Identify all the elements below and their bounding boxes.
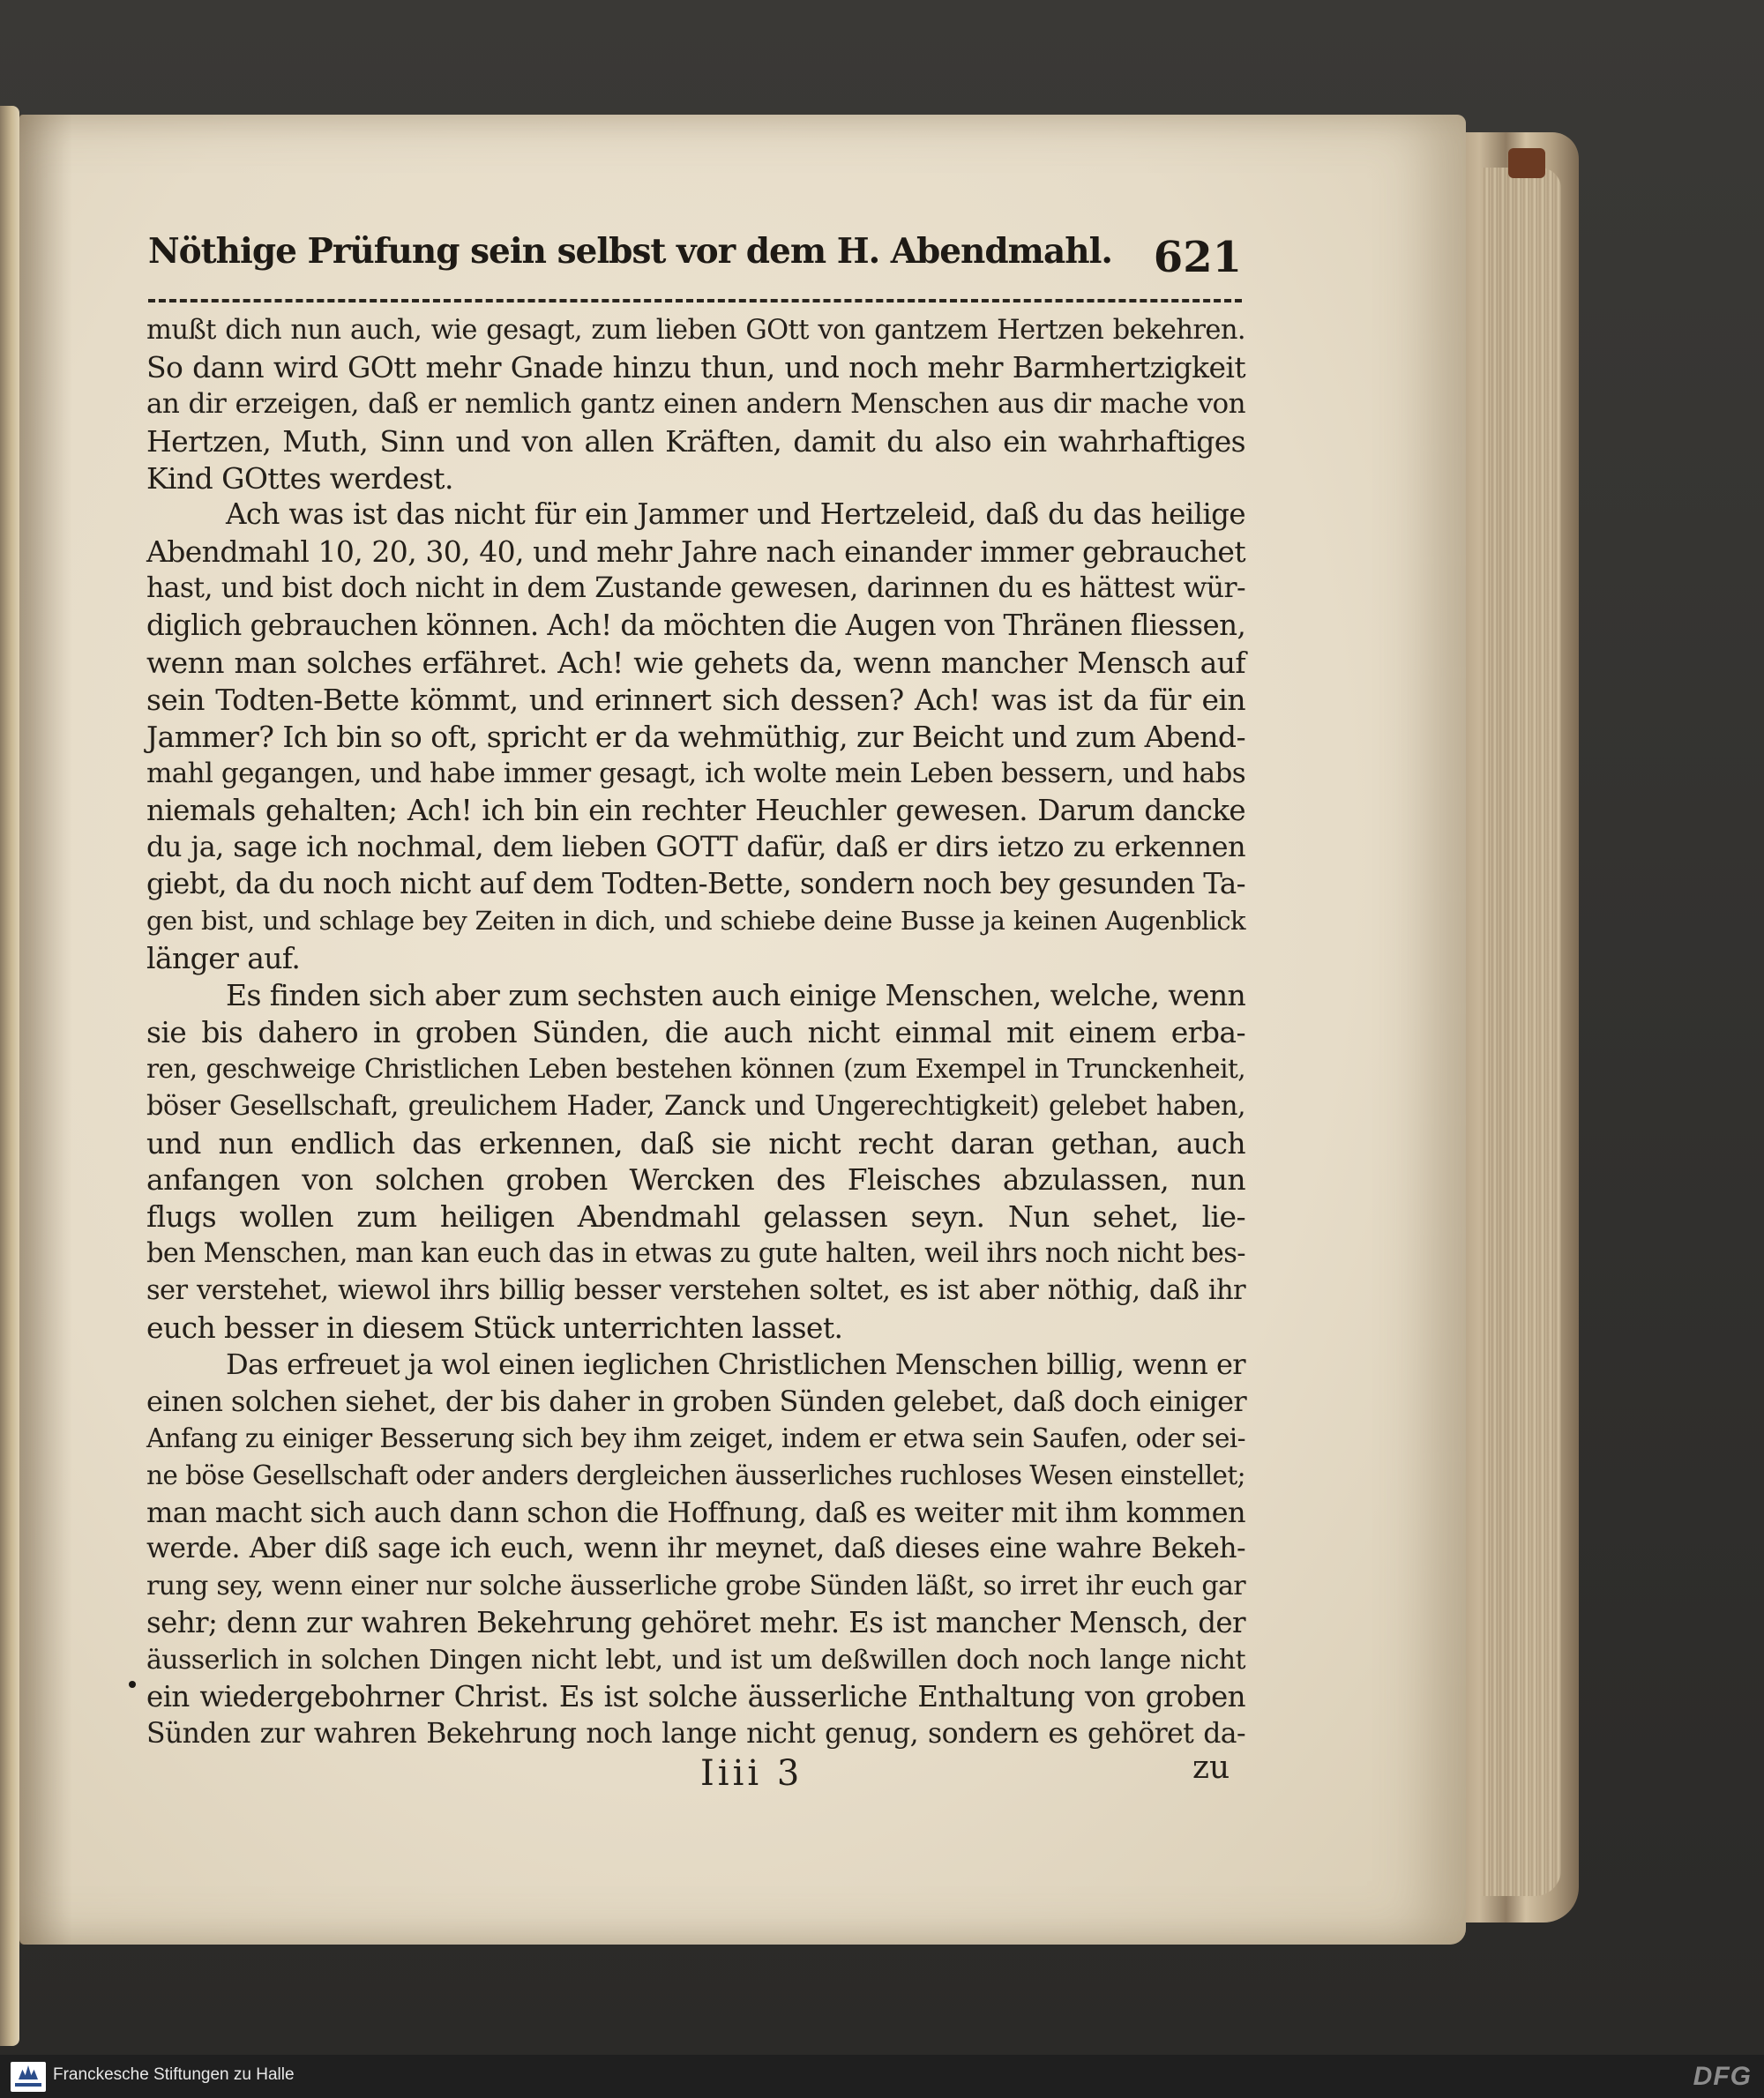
book-page-stack [1482, 168, 1561, 1896]
paragraph-start-line: Es finden sich aber zum sechsten auch einige Menschen, welche, wenn [226, 978, 1246, 1013]
text-line: Kind GOttes werdest. [146, 460, 453, 496]
text-line: böser Gesellschaft, greulichem Hader, Zanck und Ungerechtigkeit) gelebet haben, [146, 1090, 1245, 1122]
text-line: euch besser in diesem Stück unterrichten lasset. [146, 1310, 843, 1346]
text-line: flugs wollen zum heiligen Abendmahl gelassen seyn. Nun sehet, lie- [146, 1199, 1245, 1235]
text-line: ren, geschweige Christlichen Leben bestehen können (zum Exempel in Trunckenheit, [146, 1053, 1245, 1084]
running-title: Nöthige Prüfung sein selbst vor dem H. Abendmahl. [148, 231, 1112, 272]
text-line: niemals gehalten; Ach! ich bin ein rechter Heuchler gewesen. Darum dancke [146, 793, 1245, 827]
text-line: Hertzen, Muth, Sinn und von allen Kräften, damit du also ein wahrhaftiges [146, 423, 1245, 459]
catchword: zu [1192, 1750, 1230, 1786]
institution-name[interactable]: Franckesche Stiftungen zu Halle [53, 2065, 295, 2084]
text-line: rung sey, wenn einer nur solche äusserliche grobe Sünden läßt, so irret ihr euch gar [146, 1571, 1245, 1602]
text-line: man macht sich auch dann schon die Hoffnung, daß es weiter mit ihm kommen [146, 1495, 1245, 1529]
page-gutter-shadow [19, 115, 72, 1945]
text-line: diglich gebrauchen können. Ach! da möchten die Augen von Thränen fliessen, [146, 608, 1246, 643]
book-clasp [1508, 148, 1545, 178]
text-line: ben Menschen, man kan euch das in etwas zu gute halten, weil ihrs noch nicht bes- [146, 1238, 1245, 1270]
text-line: anfangen von solchen groben Wercken des Fleisches abzulassen, nun [146, 1162, 1245, 1198]
running-head [148, 231, 1242, 302]
text-line: Sünden zur wahren Bekehrung noch lange nicht genug, sondern es gehöret da- [146, 1717, 1245, 1750]
text-line: länger auf. [146, 941, 301, 976]
text-line: sein Todten-Bette kömmt, und erinnert sich dessen? Ach! was ist da für ein [146, 682, 1245, 717]
text-line: mußt dich nun auch, wie gesagt, zum lieben GOtt von gantzem Hertzen bekehren. [146, 315, 1245, 346]
text-line: hast, und bist doch nicht in dem Zustande gewesen, darinnen du es hättest wür- [146, 572, 1245, 605]
previous-page-edge [0, 106, 19, 2046]
text-line: So dann wird GOtt mehr Gnade hinzu thun, und noch mehr Barmhertzigkeit [146, 349, 1245, 385]
footer-bar [0, 2055, 1764, 2098]
text-line: ne böse Gesellschaft oder anders dergleichen äusserliches ruchloses Wesen einstellet; [146, 1460, 1245, 1490]
text-line: einen solchen siehet, der bis daher in groben Sünden gelebet, daß doch einiger [146, 1384, 1247, 1418]
text-line: Abendmahl 10, 20, 30, 40, und mehr Jahre nach einander immer gebrauchet [146, 534, 1245, 570]
text-line: Anfang zu einiger Besserung sich bey ihm zeiget, indem er etwa sein Saufen, oder sei- [146, 1422, 1245, 1453]
text-line: sehr; denn zur wahren Bekehrung gehöret mehr. Es ist mancher Mensch, der [146, 1606, 1245, 1640]
text-line: mahl gegangen, und habe immer gesagt, ich wolte mein Leben bessern, und habs [146, 757, 1245, 789]
header-rule [148, 299, 1242, 302]
text-body [146, 312, 1245, 1753]
text-line: giebt, da du noch nicht auf dem Todten-Bette, sondern noch bey gesunden Ta- [146, 867, 1245, 901]
paragraph-start-line: Das erfreuet ja wol einen ieglichen Christlichen Menschen billig, wenn er [226, 1347, 1245, 1381]
institution-logo-icon[interactable] [11, 2062, 46, 2092]
text-line: wenn man solches erfähret. Ach! wie gehets da, wenn mancher Mensch auf [146, 646, 1245, 681]
text-line: an dir erzeigen, daß er nemlich gantz einen andern Menschen aus dir mache von [146, 387, 1245, 420]
text-line: äusserlich in solchen Dingen nicht lebt, und ist um deßwillen doch noch lange nicht [146, 1645, 1245, 1676]
signature-mark: Iiii 3 [700, 1753, 804, 1794]
margin-ink-dot [129, 1681, 136, 1688]
page-number: 621 [1153, 233, 1242, 282]
text-line: gen bist, und schlage bey Zeiten in dich, und schiebe deine Busse ja keinen Augenblick [146, 906, 1245, 937]
text-line: ein wiedergebohrner Christ. Es ist solche äusserliche Enthaltung von groben [146, 1679, 1245, 1713]
text-line: Jammer? Ich bin so oft, spricht er da wehmüthig, zur Beicht und zum Abend- [146, 719, 1245, 754]
text-line: und nun endlich das erkennen, daß sie nicht recht daran gethan, auch [146, 1125, 1245, 1161]
text-line: sie bis dahero in groben Sünden, die auch nicht einmal mit einem erba- [146, 1014, 1245, 1049]
text-line: ser verstehet, wiewol ihrs billig besser verstehen soltet, es ist aber nöthig, daß ihr [146, 1275, 1245, 1307]
text-line: werde. Aber diß sage ich euch, wenn ihr meynet, daß dieses eine wahre Bekeh- [146, 1533, 1245, 1565]
text-line: du ja, sage ich nochmal, dem lieben GOTT dafür, daß er dirs ietzo zu erkennen [146, 830, 1245, 864]
dfg-logo[interactable]: DFG [1693, 2062, 1752, 2091]
paragraph-start-line: Ach was ist das nicht für ein Jammer und Hertzeleid, daß du das heilige [226, 497, 1245, 532]
